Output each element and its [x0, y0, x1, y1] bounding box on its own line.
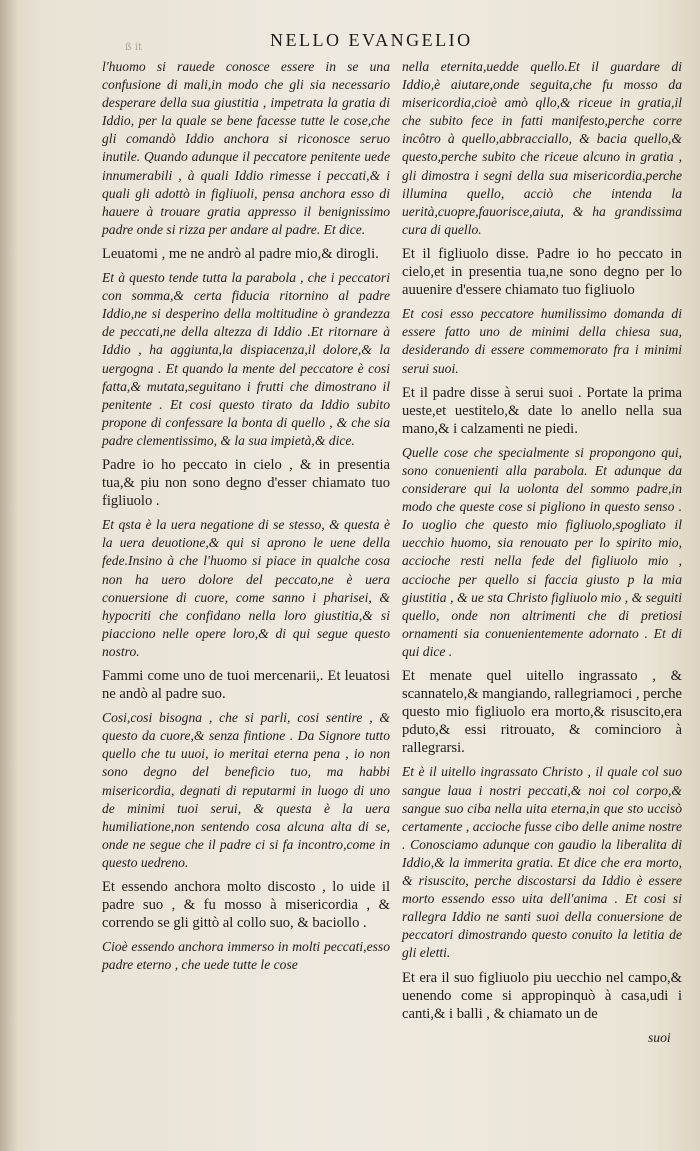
paragraph: Et cosi esso peccatore humilissimo domanda di essere fatto uno de minimi della chiesa sua, desiderando di essere commemorato fra i minimi serui suoi. — [402, 306, 682, 376]
paragraph: Et qsta è la uera negatione di se stesso, & questa è la uera deuotione,& qui si aprono le uene della fede.Insino à che l'huomo si piace in qualche cosa non ha uero dolore del peccato,ne è uera conuersione di cuore, come sanno i pharisei, & hypocriti che confidano nella loro giustitia,& si piacciono nelle opere loro,& di qui segue questo nostro. — [102, 517, 390, 659]
scripture-verse: Et essendo anchora molto discosto , lo uide il padre suo , & fu mosso à misericordia , & correndo se gli gittò al collo suo, & baciollo . — [102, 879, 390, 932]
scripture-verse: Et menate quel uitello ingrassato , & scannatelo,& mangiando, rallegriamoci , perche questo mio figliuolo era morto,& risuscito,era pduto,& essi ritrouato, & comincioro à rallegrarsi. — [402, 668, 683, 757]
scripture-verse: Fammi come uno de tuoi mercenarii,. Et leuatosi ne andò al padre suo. — [102, 668, 390, 703]
running-title: NELLO EVANGELIO — [270, 30, 473, 50]
scripture-verse: Et il padre disse à serui suoi . Portate la prima ueste,et uestitelo,& date lo anello nella sua mano,& i calzamenti ne piedi. — [402, 384, 682, 437]
catchword: suoi — [648, 1030, 671, 1045]
scripture-verse: Et era il suo figliuolo piu uecchio nel campo,& uenendo come si appropinquò à casa,udi i canti,& i balli , & chiamato un de — [402, 969, 682, 1022]
paragraph: Cioè essendo anchora immerso in molti peccati,esso padre eterno , che uede tutte le cose — [102, 939, 390, 973]
scripture-verse: Leuatomi , me ne andrò al padre mio,& dirogli. — [102, 245, 379, 262]
scripture-verse: Padre io ho peccato in cielo , & in presentia tua,& piu non sono degno d'esser chiamato tuo figliuolo . — [102, 456, 390, 510]
paragraph: l'huomo si rauede conosce essere in se una confusione di mali,in modo che gli sia necessario desperare della sua giustitia , impetrata la gratia di Iddio, per la quale se bene facesse tutte le cose,che gli comandò Iddio anchora si riconosce seruo inutile. Quando adunque il peccatore penitente uede innumerabili , à quali Iddio rimesse i peccati,& i quali gli adottò in figliuoli, pensa anchora esso di hauere à trouare gratia appresso il benignissimo padre onde si rizza per andare al padre. Et dice. — [102, 59, 390, 237]
paragraph: nella eternita,uedde quello.Et il guardare di Iddio,è aiutare,onde seguita,che fu mosso da misericordia,cioè amò qllo,& riceue in gratia,il che subito fece in fatti manifesto,perche corre incôtro à quello,abbracciallo, & bacia quello,& questo,perche subito che riceue alcuno in gratia , gli dimostra i segni della sua misericordia,perche illumina quello, acciò che intenda la uerità,cuopre,fauorisce,aiuta, & ha grandissima cura di quello. — [402, 59, 682, 237]
bleed-through-mark: ß it — [125, 42, 143, 53]
paragraph: Quelle cose che specialmente si propongono qui, sono conuenienti alla parabola. Et adunque da considerare qui la uolonta del sommo padre,in modo che queste cose si pigliono in questo senso . Io uoglio che questo mio figliuolo,spogliato il uecchio huomo, sia renouato per lo spirito mio, accioche resti nella fede del figliuolo mio , accioche per quello si faccia giusto p la mia giustitia , & ue sta Christo figliuolo mio , & seguiti quello, onde non altrimenti che di pretiosi ornamenti sia conuenientemente adornato . Et di qui dice . — [402, 444, 682, 659]
scripture-verse: Et il figliuolo disse. Padre io ho peccato in cielo,et in presentia tua,ne sono degno per lo auuenire d'essere chiamato tuo figliuolo — [402, 245, 682, 299]
gutter-shadow — [0, 0, 18, 1151]
paragraph: Et à questo tende tutta la parabola , che i peccatori con somma,& certa fiducia ritornino al padre Iddio,ne si desperino della moltitudine ò grandezza de peccati,ne della altezza di Iddio .Et ritornare à Iddio , ha aggiunta,la dispiacenza,il dolore,& la uergogna . Et quando la mente del peccatore è cosi fatta,& mutata,seguitano i frutti che dimostrano il penitente . Et cosi questo tirato da Iddio subito propone di confessare la bonta di quello , & che sia padre clementissimo, & la sua impietà,& dice. — [102, 270, 390, 448]
paragraph: Et è il uitello ingrassato Christo , il quale col suo sangue laua i nostri peccati,& noi col corpo,& sangue suo ciba nella uita eterna,in que sto uccisò certamente , accioche fusse cibo delle anime nostre . Conosciamo adunque con gaudio la liberalita di Iddio,& la immerita gratia. Et dice che era morto, & risuscito, perche discostarsi da Iddio è essere morto essendo esso uita dell'anima . Et cosi si rallegra Iddio ne santi suoi della conuersione de peccatori dimostrando questo conuito la letitia de gli eletti. — [402, 764, 682, 961]
left-column — [102, 58, 390, 981]
paragraph: Cosi,cosi bisogna , che si parli, cosi sentire , & questo da cuore,& senza fintione . Da Signore tutto quello che tu uuoi, io meritai eterna pena , io non sono degno del beneficio tuo, ma habbi misericordia, degnati di reputarmi in luogo di uno de minimi tuoi serui, & questa è la uera humiliatione,non sentendo cosa alcuna alta di se, onde ne segue che il padre ci si fa incontro,come in questo uedreno. — [102, 710, 390, 870]
right-column — [402, 58, 682, 1029]
